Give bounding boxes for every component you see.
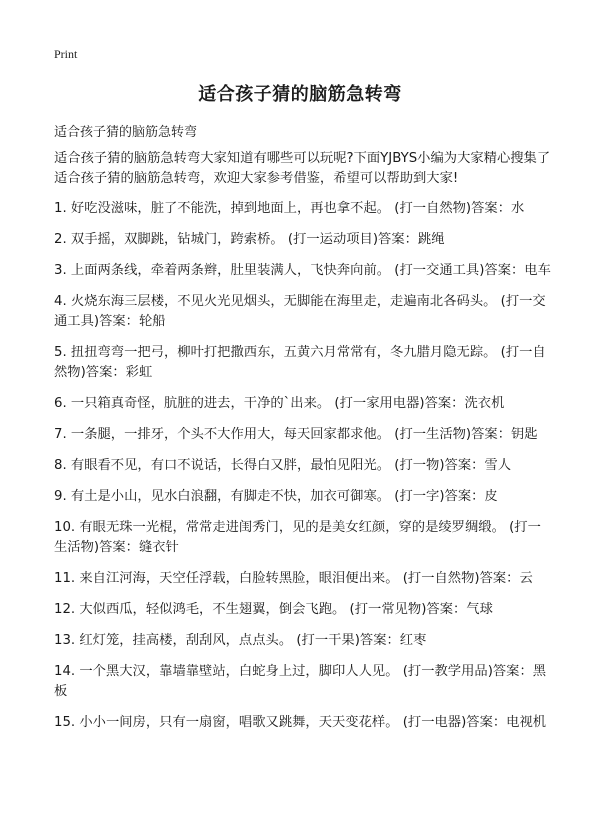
print-link[interactable]: Print [54,47,78,61]
riddle-item: 6. 一只箱真奇怪，肮脏的进去，干净的`出来。 (打一家用电器)答案：洗衣机 [54,396,505,411]
riddle-item: 3. 上面两条线，牵着两条辫，肚里装满人，飞快奔向前。 (打一交通工具)答案：电车 [54,263,551,278]
riddle-item: 2. 双手摇，双脚跳，钻城门，跨索桥。 (打一运动项目)答案：跳绳 [54,232,445,247]
riddle-item: 4. 火烧东海三层楼，不见火光见烟头，无脚能在海里走，走遍南北各码头。 (打一交通工具)答案：轮船 [54,294,546,329]
riddle-item: 8. 有眼看不见，有口不说话，长得白又胖，最怕见阳光。 (打一物)答案：雪人 [54,458,512,473]
riddle-list [54,199,554,744]
intro-paragraph: 适合孩子猜的脑筋急转弯大家知道有哪些可以玩呢?下面YJBYS小编为大家精心搜集了适合孩子猜的脑筋急转弯，欢迎大家参考借鉴，希望可以帮助到大家! [54,151,551,186]
riddle-item: 14. 一个黑大汉，靠墙靠壁站，白蛇身上过，脚印人人见。 (打一教学用品)答案：黑板 [54,664,547,699]
riddle-item: 7. 一条腿，一排牙，个头不大作用大，每天回家都求他。 (打一生活物)答案：钥匙 [54,427,538,442]
riddle-item: 13. 红灯笼，挂高楼，刮刮风，点点头。 (打一干果)答案：红枣 [54,633,427,648]
riddle-item: 1. 好吃没滋味，脏了不能洗，掉到地面上，再也拿不起。 (打一自然物)答案：水 [54,201,525,216]
page-title: 适合孩子猜的脑筋急转弯 [198,84,402,105]
riddle-item: 15. 小小一间房，只有一扇窗，唱歌又跳舞，天天变花样。 (打一电器)答案：电视机 [54,715,547,730]
riddle-item: 11. 来自江河海，天空任浮载，白脸转黑脸，眼泪便出来。 (打一自然物)答案：云 [54,571,533,586]
riddle-item: 12. 大似西瓜，轻似鸿毛，不生翅翼，倒会飞跑。 (打一常见物)答案：气球 [54,602,493,617]
riddle-item: 5. 扭扭弯弯一把弓，柳叶打把撒西东，五黄六月常常有，冬九腊月隐无踪。 (打一自然物)答案：彩虹 [54,345,546,380]
riddle-item: 9. 有土是小山，见水白浪翻，有脚走不快，加衣可御寒。 (打一字)答案：皮 [54,489,498,504]
riddle-item: 10. 有眼无珠一光棍，常常走进闺秀门，见的是美女红颜，穿的是绫罗绸缎。 (打一生活物)答案：缝衣针 [54,520,541,555]
article-subtitle: 适合孩子猜的脑筋急转弯 [54,125,198,140]
